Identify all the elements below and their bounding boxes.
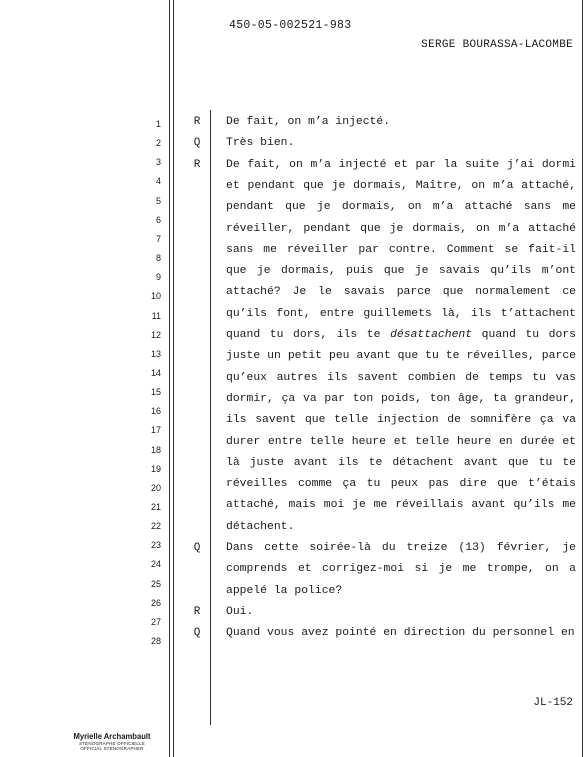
- transcript-line: Oui.: [226, 605, 254, 618]
- line-number: 13: [150, 348, 161, 359]
- line-number: 19: [150, 463, 161, 474]
- line-number: 23: [150, 540, 161, 551]
- speaker-column-rule: [210, 110, 211, 725]
- line-number: 22: [150, 521, 161, 532]
- stenographer-title-fr: STÉNOGRAPHE OFFICIELLE: [79, 740, 145, 746]
- line-number: 2: [155, 138, 161, 149]
- line-number: 15: [150, 387, 161, 398]
- line-number: 24: [150, 559, 161, 570]
- transcript-line: [226, 325, 576, 346]
- line-number: 27: [150, 616, 161, 627]
- transcript-line: réveiller, pendant que je dormais, on m’a attaché: [226, 222, 576, 235]
- line-number: 5: [155, 195, 161, 206]
- transcript-line: juste un petit peu avant que tu te réveilles, parce: [226, 350, 576, 363]
- line-number: 6: [155, 214, 161, 225]
- line-number: 8: [155, 253, 161, 264]
- speaker-marker: Q: [193, 137, 201, 150]
- line-number: 4: [155, 176, 161, 187]
- margin-rule-left-inner: [173, 0, 174, 757]
- transcript-line: appelé la police?: [226, 584, 343, 597]
- speaker-marker: Q: [193, 627, 201, 640]
- transcript-line: réveilles comme ça tu peux pas dire que t’étais: [226, 478, 576, 491]
- line-number: 21: [150, 502, 161, 512]
- transcript-line: attaché? Je le savais parce que normalement ce: [226, 286, 576, 299]
- line-number: 18: [150, 444, 161, 455]
- line-number: 14: [150, 367, 161, 378]
- transcript-line: détachent.: [226, 520, 295, 533]
- stenographer-title-en: OFFICIAL STENOGRAPHER: [80, 746, 144, 751]
- line-number: 16: [150, 406, 161, 417]
- transcript-line: Dans cette soirée-là du treize (13) février, je: [226, 542, 576, 554]
- speaker-marker: Q: [193, 542, 201, 554]
- transcript-text: quand tu dors, ils te: [226, 329, 391, 341]
- speaker-marker: R: [193, 116, 201, 128]
- transcript-line: De fait, on m’a injecté.: [226, 116, 391, 128]
- transcript-line: pendant que je dormais, on m’a attaché sans me: [226, 201, 576, 214]
- transcript-line: que je dormais, puis que je savais qu’ils m’ont: [226, 265, 576, 278]
- line-number: 1: [155, 119, 161, 129]
- transcript-line: et pendant que je dormais, Maître, on m’a attaché,: [226, 179, 576, 192]
- transcript-line: là juste avant ils te détachent avant que tu te: [226, 456, 576, 469]
- line-number: 9: [155, 272, 161, 283]
- speaker-marker: R: [193, 158, 201, 171]
- line-number: 11: [151, 310, 161, 321]
- transcript-line: attaché, mais moi je me réveillais avant qu’ils me: [226, 499, 576, 512]
- line-number: 28: [150, 636, 161, 647]
- transcript-line: durer entre telle heure et telle heure en durée et: [226, 435, 576, 448]
- transcript-line: De fait, on m’a injecté et par la suite j’ai dormi: [226, 158, 576, 171]
- witness-name: SERGE BOURASSA-LACOMBE: [421, 39, 573, 51]
- line-number: 7: [155, 233, 161, 244]
- line-number: 25: [150, 578, 161, 589]
- case-number: 450-05-002521-983: [229, 19, 352, 32]
- line-number: 12: [150, 329, 161, 340]
- line-number: 10: [150, 291, 161, 302]
- transcript-line: qu’eux autres ils savent combien de temps tu vas: [226, 371, 576, 384]
- transcript-line: comprends et corrigez-moi si je me trompe, on a: [226, 563, 576, 576]
- line-number: 17: [150, 425, 161, 436]
- stenographer-stamp: [62, 732, 162, 752]
- page-identifier: JL-152: [533, 697, 573, 709]
- transcript-line: Quand vous avez pointé en direction du personnel en: [226, 627, 575, 640]
- transcript-line: dormir, ça va par ton poids, ton âge, ta grandeur,: [226, 392, 576, 405]
- transcript-line: ils savent que telle injection de somnifère ça va: [226, 414, 576, 427]
- stenographer-name: Myrielle Archambault: [73, 731, 151, 741]
- margin-rule-right: [582, 0, 583, 757]
- transcript-line: Très bien.: [226, 137, 295, 150]
- line-number: 26: [150, 597, 161, 608]
- line-number: 20: [150, 482, 161, 493]
- margin-rule-left-outer: [169, 0, 170, 757]
- emphasized-text: désattachent: [390, 329, 473, 341]
- speaker-marker: R: [193, 605, 201, 618]
- transcript-text: quand tu dors: [472, 329, 576, 341]
- line-number: 3: [155, 157, 161, 168]
- transcript-line: qu’ils font, entre guillemets là, ils t’attachent: [226, 307, 576, 320]
- transcript-line: sans me réveiller par contre. Comment se fait-il: [226, 243, 576, 256]
